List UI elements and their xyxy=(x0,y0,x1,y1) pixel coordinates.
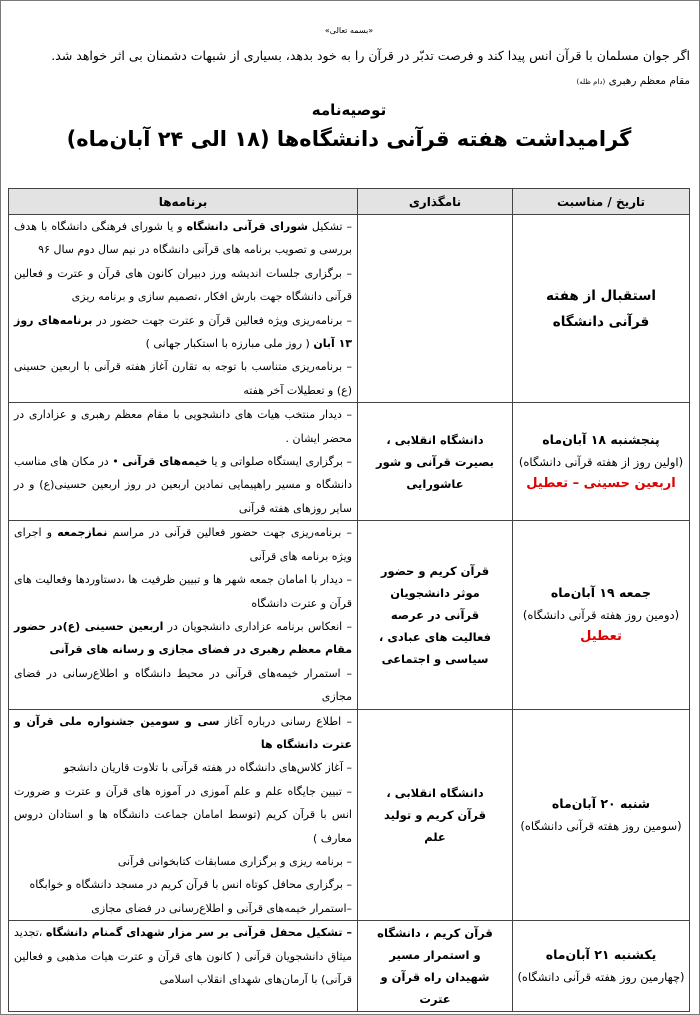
programs-cell xyxy=(9,403,358,521)
table-row xyxy=(9,215,690,403)
programs-cell xyxy=(9,215,358,403)
date-title: استقبال از هفته قرآنی دانشگاه xyxy=(546,287,656,330)
program-text: خیمه‌های قرآنی xyxy=(122,455,208,469)
naming-text: دانشگاه انقلابی ، قرآن کریم و تولید علم xyxy=(384,785,486,844)
table-header-row xyxy=(9,189,690,215)
program-text: – برگزاری محافل کوتاه انس با قرآن کریم در مسجد دانشگاه و خوابگاه xyxy=(29,878,352,892)
program-text: – دیدار با امامان جمعه شهر ها و تبیین ظرفیت ها ،دستاوردها وفعالیت های قرآن و عترت دانشگاه xyxy=(14,573,352,610)
naming-text: دانشگاه انقلابی ، بصیرت قرآنی و شور عاشورایی xyxy=(376,432,494,491)
program-item xyxy=(14,568,352,615)
date-note: اربعین حسینی – تعطیل xyxy=(526,475,676,491)
date-cell xyxy=(513,521,690,709)
quote-attribution xyxy=(8,75,690,87)
program-table xyxy=(8,188,690,1012)
date-cell xyxy=(513,921,690,1012)
date-title: یکشنبه ۲۱ آبان‌ماه xyxy=(545,947,657,963)
date-subtitle: (چهارمین روز هفته قرآنی دانشگاه) xyxy=(517,970,685,985)
document-title: گرامیداشت هفته قرآنی دانشگاه‌ها (۱۸ الی ۲۴ آبان‌ماه) xyxy=(66,127,632,151)
program-text: – تبیین جایگاه علم و علم آموزی در آموزه های قرآن و عترت و ضرورت انس با قرآن کریم (توسط امامان جماعت دانشگاه ها و استادان دروس معارف ) xyxy=(14,784,352,845)
program-item xyxy=(14,780,352,850)
program-item xyxy=(14,921,352,991)
program-text: ،تجدید میثاق دانشجویان قرآنی ( کانون های قرآن و عترت هیات مذهبی و فعالین قرآنی) با آرمان‌های شهدای انقلاب اسلامی xyxy=(14,926,352,986)
naming-cell xyxy=(358,403,513,521)
date-subtitle: (دومین روز هفته قرآنی دانشگاه) xyxy=(522,607,680,622)
program-text: • در مکان های مناسب دانشگاه و مسیر راهپیمایی نمادین اربعین در روز اربعین حسینی(ع) و در سایر روزهای هفته قرآنی xyxy=(14,455,352,515)
table-row xyxy=(9,403,690,521)
program-text: –استمرار خیمه‌های قرآنی و اطلاع‌رسانی در فضای مجازی xyxy=(91,901,352,915)
program-item xyxy=(14,756,352,779)
naming-cell xyxy=(358,215,513,403)
program-text: – برنامه‌ریزی جهت حضور فعالین قرآنی در مراسم xyxy=(107,526,352,540)
program-text: و اجرای ویژه برنامه های قرآنی xyxy=(14,526,352,563)
program-text: – استمرار خیمه‌های قرآنی در محیط دانشگاه و اطلاع‌رسانی در فضای مجازی xyxy=(14,666,352,704)
program-item xyxy=(14,897,352,920)
program-text: – اطلاع رسانی درباره آغاز xyxy=(219,714,352,728)
program-text: و یا شورای فرهنگی دانشگاه با هدف بررسی و تصویب برنامه های قرآنی دانشگاه در نیم سال دوم سال ۹۶ xyxy=(14,220,352,257)
program-text: – دیدار منتخب هیات های دانشجویی با مقام معظم رهبری و عزاداری در محضر ایشان . xyxy=(14,408,352,445)
program-text: – تشکیل xyxy=(307,220,352,233)
program-text: – انعکاس برنامه عزاداری دانشجویان در xyxy=(163,619,352,633)
program-item xyxy=(14,403,352,450)
program-text: اربعین حسینی (ع)در حضور مقام معظم رهبری در فضای مجازی و رسانه های قرآنی xyxy=(14,619,352,657)
date-cell xyxy=(513,403,690,521)
date-title: پنجشنبه ۱۸ آبان‌ماه xyxy=(542,431,660,447)
program-item xyxy=(14,309,352,356)
leader-quote: اگر جوان مسلمان با قرآن انس پیدا کند و فرصت تدبّر در قرآن را به خود بدهد، بسیاری از شبهات دشمنان بی اثر خواهد شد. xyxy=(51,48,690,63)
program-text: برنامه‌های روز ۱۳ آبان xyxy=(14,313,352,351)
date-cell xyxy=(513,215,690,403)
programs-cell xyxy=(9,921,358,1012)
program-item xyxy=(14,615,352,662)
program-text: – برنامه‌ریزی ویژه فعالین قرآن و عترت جهت حضور در xyxy=(92,313,352,327)
attribution-name: مقام معظم رهبری xyxy=(608,75,690,87)
program-text: – برنامه‌ریزی متناسب با توجه به تقارن آغاز هفته قرآنی با اربعین حسینی (ع) و تعطیلات آخر هفته xyxy=(14,360,352,397)
program-item xyxy=(14,521,352,568)
column-header-naming: نامگذاری xyxy=(358,189,513,215)
program-text: ( روز ملی مبارزه با استکبار جهانی ) xyxy=(145,337,314,351)
program-item xyxy=(14,850,352,873)
program-text: نمازجمعه xyxy=(57,526,108,540)
column-header-date: تاریخ / مناسبت xyxy=(513,189,690,215)
naming-cell xyxy=(358,921,513,1012)
programs-cell xyxy=(9,709,358,921)
program-text: – آغاز کلاس‌های دانشگاه در هفته قرآنی با تلاوت قاریان دانشجو xyxy=(63,761,352,775)
naming-cell xyxy=(358,709,513,921)
date-subtitle: (سومین روز هفته قرآنی دانشگاه) xyxy=(520,818,682,833)
program-text: شورای قرآنی دانشگاه xyxy=(186,220,308,233)
program-item xyxy=(14,710,352,757)
table-row xyxy=(9,709,690,921)
document-header xyxy=(8,0,690,151)
program-text: – تشکیل محفل قرآنی بر سر مزار شهدای گمنام دانشگاه xyxy=(46,926,352,940)
program-text: – برگزاری جلسات اندیشه ورز دبیران کانون های قرآن و عترت و فعالین قرآنی دانشگاه جهت بارش افکار ،تصمیم سازی و برنامه ریزی xyxy=(14,266,352,304)
column-header-programs: برنامه‌ها xyxy=(9,189,358,215)
program-item xyxy=(14,450,352,520)
program-text: سی و سومین جشنواره ملی قرآن و عترت دانشگاه ها xyxy=(14,714,352,751)
attribution-suffix: (دام ظله) xyxy=(576,78,606,86)
naming-text: قرآن کریم ، دانشگاه و استمرار مسیر شهیدان راه قرآن و عترت xyxy=(377,926,493,1007)
program-item xyxy=(14,215,352,262)
date-title: جمعه ۱۹ آبان‌ماه xyxy=(550,584,652,600)
program-item xyxy=(14,662,352,709)
programs-cell xyxy=(9,521,358,709)
program-item xyxy=(14,355,352,402)
naming-cell xyxy=(358,521,513,709)
date-note: تعطیل xyxy=(580,628,622,644)
date-cell xyxy=(513,709,690,921)
program-text: – برگزاری ایستگاه صلواتی و یا xyxy=(207,455,352,469)
date-subtitle: (اولین روز از هفته قرآنی دانشگاه) xyxy=(518,454,684,469)
program-item xyxy=(14,873,352,896)
program-text: – برنامه ریزی و برگزاری مسابقات کتابخوانی قرآنی xyxy=(117,854,352,868)
table-row xyxy=(9,521,690,709)
program-item xyxy=(14,262,352,309)
date-title: شنبه ۲۰ آبان‌ماه xyxy=(551,795,651,811)
table-row xyxy=(9,921,690,1012)
document-subtitle: توصیه‌نامه xyxy=(311,101,387,119)
naming-text: قرآن کریم و حضور موثر دانشجویان قرآنی در عرصه فعالیت های عبادی ، سیاسی و اجتماعی xyxy=(378,563,492,666)
basmala: «بسمه تعالی» xyxy=(324,26,374,35)
